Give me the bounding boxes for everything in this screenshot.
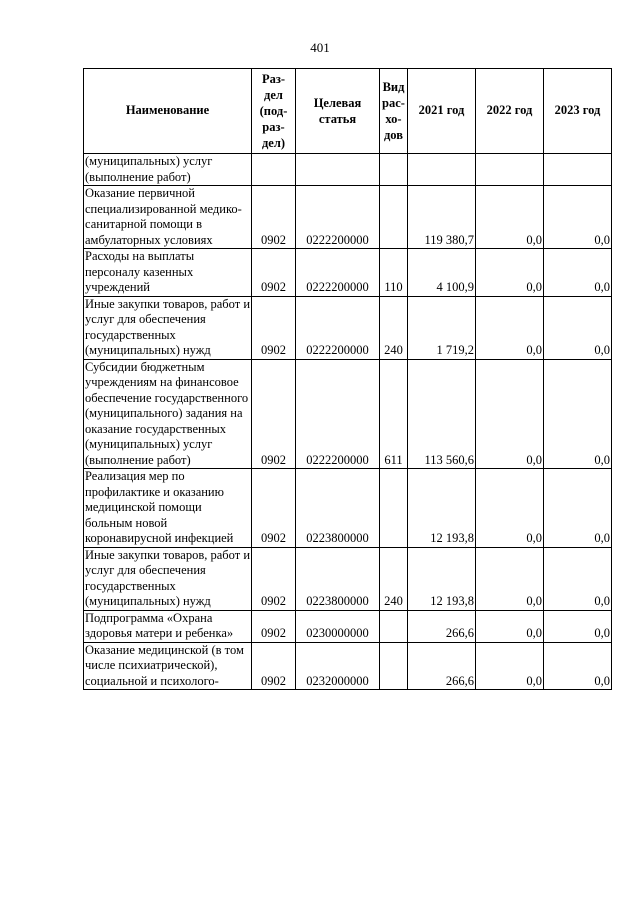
cell-name: Иные закупки товаров, работ и услуг для обеспечения государственных (муниципальных) нужд	[85, 296, 251, 357]
cell-y2022: 0,0	[476, 547, 544, 610]
cell-y2023: 0,0	[544, 359, 612, 469]
cell-y2023: 0,0	[544, 296, 612, 359]
cell-section: 0902	[252, 547, 296, 610]
cell-y2023: 0,0	[544, 469, 612, 548]
cell-target: 0222200000	[296, 359, 380, 469]
cell-y2022	[476, 154, 544, 186]
header-section-text: Раз- дел (под- раз- дел)	[259, 72, 288, 150]
cell-target: 0222200000	[296, 249, 380, 297]
cell-name: Субсидии бюджетным учреждениям на финансовое обеспечение государственного (муниципального) задания на оказание государственных (муниципальных) услуг (выполнение работ)	[84, 359, 252, 469]
cell-y2022: 0,0	[476, 469, 544, 548]
cell-target: 0230000000	[296, 610, 380, 642]
cell-exp-type	[380, 186, 408, 249]
cell-section: 0902	[252, 642, 296, 690]
cell-section: 0902	[252, 359, 296, 469]
cell-y2022: 0,0	[476, 610, 544, 642]
cell-section	[252, 154, 296, 186]
cell-exp-type	[380, 642, 408, 690]
cell-name: (муниципальных) услуг (выполнение работ)	[84, 154, 252, 186]
table-row	[84, 154, 612, 186]
cell-y2023: 0,0	[544, 249, 612, 297]
cell-name: Подпрограмма «Охрана здоровья матери и ребенка»	[84, 610, 252, 642]
table-row	[84, 610, 612, 642]
cell-section: 0902	[252, 296, 296, 359]
cell-exp-type	[380, 154, 408, 186]
cell-y2021: 12 193,8	[408, 547, 476, 610]
cell-section: 0902	[252, 610, 296, 642]
cell-target: 0223800000	[296, 469, 380, 548]
cell-y2021: 113 560,6	[408, 359, 476, 469]
table-row	[84, 296, 612, 359]
table-header-row	[84, 69, 612, 154]
cell-name: Реализация мер по профилактике и оказанию медицинской помощи больным новой коронавирусной инфекцией	[84, 469, 252, 548]
cell-target: 0222200000	[296, 296, 380, 359]
cell-y2021: 266,6	[408, 642, 476, 690]
cell-exp-type: 240	[380, 547, 408, 610]
cell-y2022: 0,0	[476, 186, 544, 249]
cell-name: Оказание первичной специализированной медико-санитарной помощи в амбулаторных условиях	[84, 186, 252, 249]
cell-y2023: 0,0	[544, 610, 612, 642]
cell-section: 0902	[252, 469, 296, 548]
header-2021: 2021 год	[408, 69, 476, 154]
table-row	[84, 359, 612, 469]
cell-y2023: 0,0	[544, 547, 612, 610]
cell-y2023: 0,0	[544, 186, 612, 249]
cell-y2021: 266,6	[408, 610, 476, 642]
header-exp-type-text: Вид рас- хо- дов	[382, 80, 405, 142]
cell-exp-type	[380, 469, 408, 548]
cell-target: 0222200000	[296, 186, 380, 249]
header-2023: 2023 год	[544, 69, 612, 154]
cell-y2021: 119 380,7	[408, 186, 476, 249]
cell-name: Иные закупки товаров, работ и услуг для обеспечения государственных (муниципальных) нужд	[85, 547, 251, 608]
cell-y2021	[408, 154, 476, 186]
cell-y2022: 0,0	[476, 296, 544, 359]
cell-y2021: 1 719,2	[408, 296, 476, 359]
table-row	[84, 469, 612, 548]
cell-section: 0902	[252, 186, 296, 249]
cell-exp-type	[380, 610, 408, 642]
cell-y2023: 0,0	[544, 642, 612, 690]
cell-y2022: 0,0	[476, 642, 544, 690]
header-name: Наименование	[84, 69, 252, 154]
cell-name: Оказание медицинской (в том числе психиатрической), социальной и психолого-	[84, 642, 252, 690]
header-exp-type	[380, 69, 408, 154]
cell-y2022: 0,0	[476, 359, 544, 469]
cell-y2023	[544, 154, 612, 186]
table-row	[84, 547, 612, 610]
header-section	[252, 69, 296, 154]
header-target-text: Целевая статья	[313, 96, 362, 126]
table-row	[84, 249, 612, 297]
page-number: 401	[310, 40, 330, 55]
cell-exp-type: 611	[380, 359, 408, 469]
cell-y2022: 0,0	[476, 249, 544, 297]
cell-y2021: 4 100,9	[408, 249, 476, 297]
cell-section: 0902	[252, 249, 296, 297]
table-row	[84, 642, 612, 690]
cell-exp-type: 110	[380, 249, 408, 297]
table-row	[84, 186, 612, 249]
cell-y2021: 12 193,8	[408, 469, 476, 548]
cell-target	[296, 154, 380, 186]
cell-name: Расходы на выплаты персоналу казенных учреждений	[84, 249, 252, 297]
budget-table	[83, 68, 612, 690]
cell-exp-type: 240	[380, 296, 408, 359]
header-2022: 2022 год	[476, 69, 544, 154]
cell-target: 0223800000	[296, 547, 380, 610]
cell-target: 0232000000	[296, 642, 380, 690]
header-target	[296, 69, 380, 154]
